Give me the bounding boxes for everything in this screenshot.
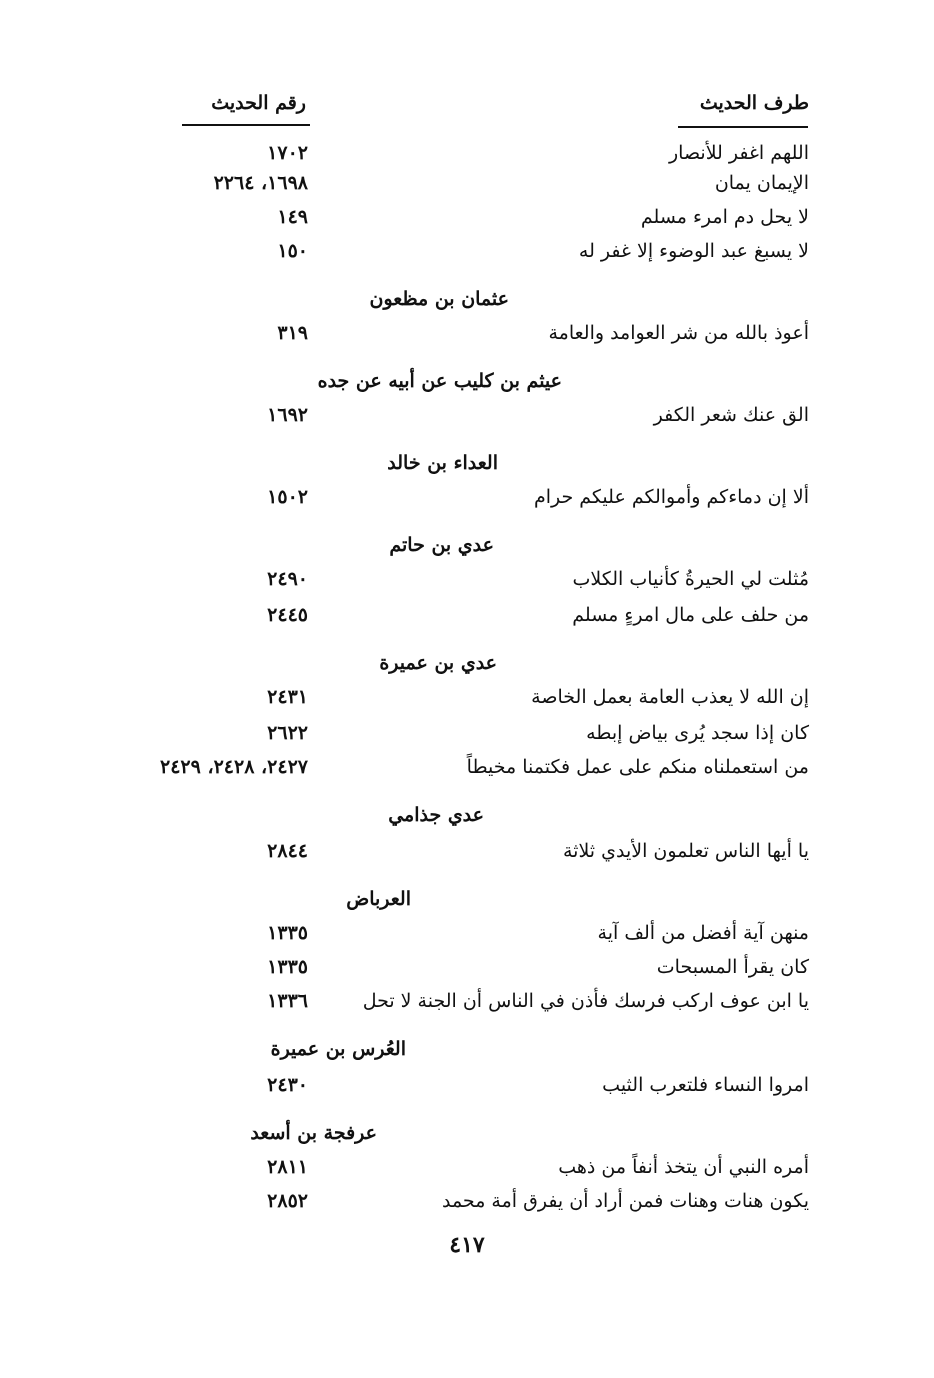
narrator-heading: عيثم بن كليب عن أبيه عن جده	[317, 370, 562, 392]
hadith-number: ١٦٩٢	[267, 404, 308, 426]
index-row	[0, 840, 934, 870]
column-header-hadith-number: رقم الحديث	[211, 92, 306, 114]
hadith-number: ٢٤٩٠	[267, 568, 308, 590]
narrator-heading: عدي بن عميرة	[379, 652, 497, 674]
index-row	[0, 206, 934, 236]
hadith-text: لا يحل دم امرء مسلم	[640, 206, 809, 228]
narrator-heading: عدي جذامي	[388, 804, 484, 826]
hadith-text: كان إذا سجد يُرى بياض إبطه	[586, 722, 809, 744]
hadith-number: ٢٤٤٥	[267, 604, 308, 626]
narrator-heading: العُرس بن عميرة	[270, 1038, 406, 1060]
hadith-text: الق عنك شعر الكفر	[653, 404, 809, 426]
narrator-heading: العرباض	[346, 888, 411, 910]
index-row	[0, 322, 934, 352]
index-row	[0, 568, 934, 598]
narrator-heading: العداء بن خالد	[387, 452, 498, 474]
hadith-number: ١٥٠٢	[267, 486, 308, 508]
hadith-text: من استعملناه منكم على عمل فكتمنا مخيطاً	[466, 756, 809, 778]
hadith-text: لا يسبغ عبد الوضوء إلا غفر له	[578, 240, 809, 262]
column-header-hadith-text: طرف الحديث	[699, 92, 809, 114]
hadith-number: ١٦٩٨، ٢٢٦٤	[213, 172, 308, 194]
hadith-text: أمره النبي أن يتخذ أنفاً من ذهب	[558, 1156, 809, 1178]
hadith-number: ٢٨١١	[267, 1156, 308, 1178]
hadith-text: منهن آية أفضل من ألف آية	[597, 922, 809, 944]
index-row	[0, 240, 934, 270]
hadith-text: كان يقرأ المسبحات	[656, 956, 809, 978]
hadith-number: ٣١٩	[277, 322, 308, 344]
hadith-number: ١٧٠٢	[267, 142, 308, 164]
index-row	[0, 172, 934, 202]
hadith-number: ١٤٩	[277, 206, 308, 228]
hadith-number: ١٣٣٦	[267, 990, 308, 1012]
hadith-text: الإيمان يمان	[714, 172, 809, 194]
hadith-number: ١٣٣٥	[267, 922, 308, 944]
hadith-text: امروا النساء فلتعرب الثيب	[602, 1074, 809, 1096]
index-row	[0, 990, 934, 1020]
hadith-text: يا أيها الناس تعلمون الأيدي ثلاثة	[562, 840, 809, 862]
hadith-number: ٢٤٣١	[267, 686, 308, 708]
hadith-text: يكون هنات وهنات فمن أراد أن يفرق أمة محمد	[441, 1190, 809, 1212]
narrator-heading: عثمان بن مظعون	[369, 288, 509, 310]
narrator-heading: عرفجة بن أسعد	[250, 1122, 377, 1144]
index-row	[0, 1074, 934, 1104]
hadith-text: مُثلت لي الحيرةُ كأنياب الكلاب	[572, 568, 809, 590]
hadith-number: ١٣٣٥	[267, 956, 308, 978]
hadith-text: ألا إن دماءكم وأموالكم عليكم حرام	[533, 486, 809, 508]
hadith-number: ٢٨٤٤	[267, 840, 308, 862]
index-row	[0, 956, 934, 986]
hadith-number: ٢٦٢٢	[267, 722, 308, 744]
hadith-text: يا ابن عوف اركب فرسك فأذن في الناس أن الجنة لا تحل	[362, 990, 809, 1012]
hadith-number: ٢٤٣٠	[267, 1074, 308, 1096]
index-row	[0, 142, 934, 172]
index-row	[0, 922, 934, 952]
hadith-number: ١٥٠	[277, 240, 308, 262]
index-row	[0, 404, 934, 434]
hadith-number: ٢٨٥٢	[267, 1190, 308, 1212]
index-row	[0, 604, 934, 634]
index-row	[0, 486, 934, 516]
narrator-heading: عدي بن حاتم	[389, 534, 494, 556]
index-row	[0, 756, 934, 786]
hadith-text: من حلف على مال امرءٍ مسلم	[572, 604, 809, 626]
hadith-text: اللهم اغفر للأنصار	[668, 142, 809, 164]
index-row	[0, 1156, 934, 1186]
page-number: ٤١٧	[449, 1232, 485, 1258]
hadith-text: إن الله لا يعذب العامة بعمل الخاصة	[531, 686, 809, 708]
hadith-number: ٢٤٢٧، ٢٤٢٨، ٢٤٢٩	[160, 756, 308, 778]
hadith-text: أعوذ بالله من شر العوامد والعامة	[548, 322, 809, 344]
index-row	[0, 722, 934, 752]
index-row	[0, 1190, 934, 1220]
index-row	[0, 686, 934, 716]
